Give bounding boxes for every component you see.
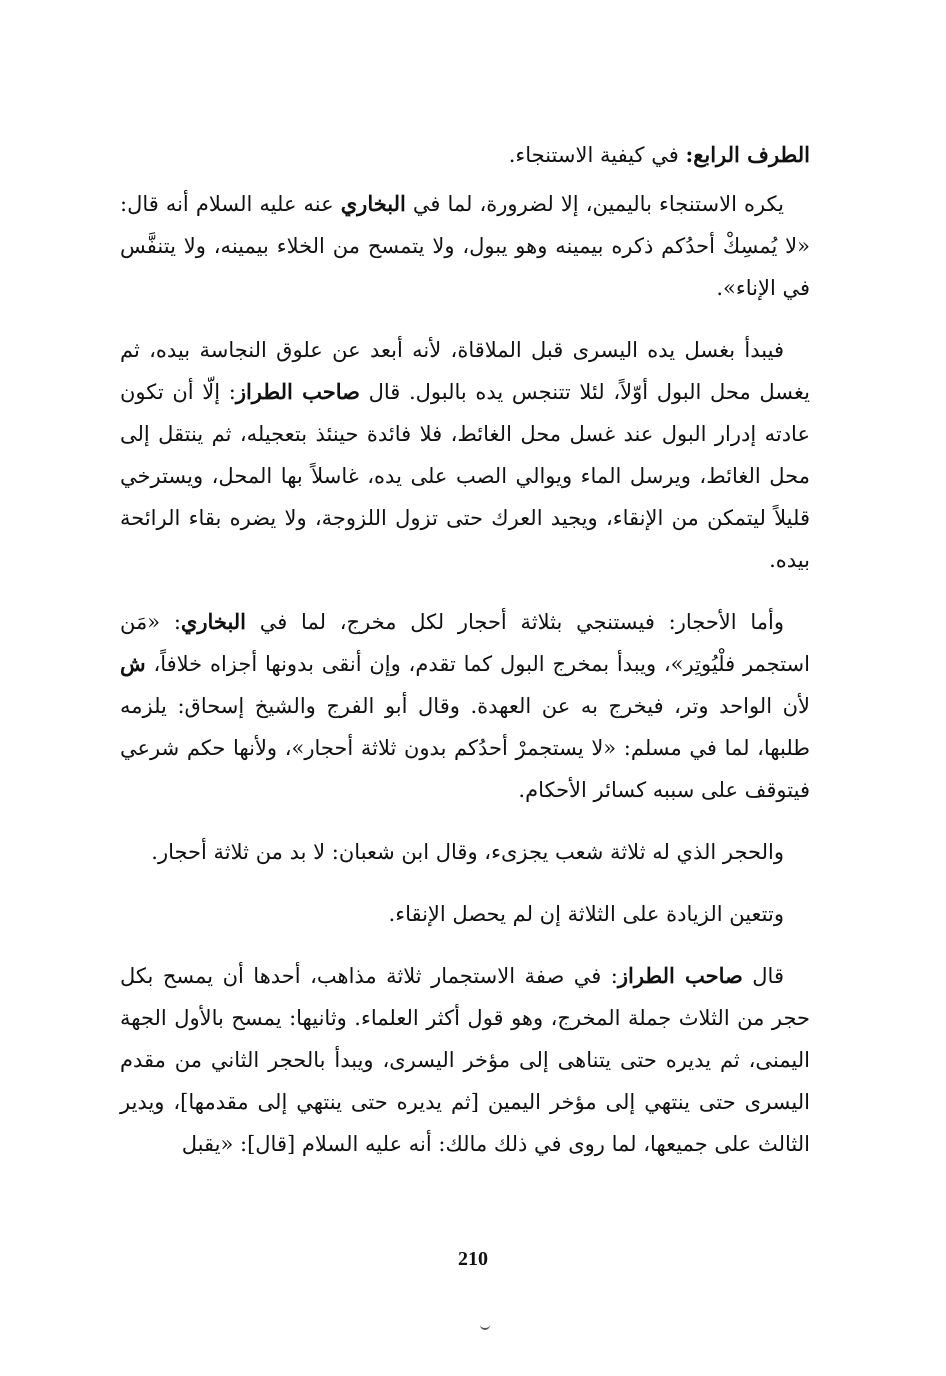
paragraph-text: قال	[742, 964, 784, 988]
bold-term: ش	[120, 651, 146, 676]
heading-subtitle: في كيفية الاستنجاء.	[508, 143, 686, 167]
paragraphs	[120, 183, 810, 1165]
paragraph	[120, 955, 810, 1165]
paragraph-text: وتتعين الزيادة على الثلاثة إن لم يحصل الإنقاء.	[388, 902, 784, 926]
page-number: 210	[458, 1248, 488, 1270]
paragraph	[120, 601, 810, 811]
bold-term: صاحب الطراز	[617, 963, 743, 988]
bold-term: صاحب الطراز	[235, 379, 360, 404]
paragraph-text: وأما الأحجار: فيستنجي بثلاثة أحجار لكل مخرج، لما في	[246, 610, 784, 634]
paragraph-text: : في صفة الاستجمار ثلاثة مذاهب، أحدها أن يمسح بكل حجر من الثلاث جملة المخرج، وهو قول أكثر العلماء. وثانيها: يمسح بالأول الجهة اليمنى، ثم يديره حتى يتناهى إلى مؤخر اليسرى، ويبدأ بالحجر الثاني من مقدم اليسرى حتى ينتهي إلى مؤخر اليمين [ثم يديره حتى ينتهي إلى مقدمها]، ويدير الثالث على جميعها، لما روى في ذلك مالك: أنه عليه السلام [قال]: «يقبل	[120, 964, 810, 1156]
paragraph-text: يكره الاستنجاء باليمين، إلا لضرورة، لما في	[405, 192, 784, 216]
paragraph-text: : إلّا أن تكون عادته إدرار البول عند غسل محل الغائط، فلا فائدة حينئذ بتعجيله، ثم ينتقل إلى محل الغائط، ويرسل الماء ويوالي الصب على يده، غاسلاً بها المحل، ويسترخي قليلاً ليتمكن من الإنقاء، ويجيد العرك حتى تزول اللزوجة، ولا يضره بقاء الرائحة بيده.	[120, 380, 810, 572]
heading-title: الطرف الرابع:	[685, 142, 810, 167]
body-text	[120, 132, 810, 1185]
bold-term: البخاري	[340, 191, 406, 216]
paragraph	[120, 329, 810, 581]
paragraph-text: لأن الواحد وتر، فيخرج به عن العهدة. وقال أبو الفرج والشيخ إسحاق: يلزمه طلبها، لما في مسلم: «لا يستجمرْ أحدُكم بدون ثلاثة أحجار»، ولأنها حكم شرعي فيتوقف على سببه كسائر الأحكام.	[120, 694, 810, 802]
page-mark	[480, 1324, 490, 1330]
paragraph	[120, 831, 810, 873]
paragraph-text: : «مَن استجمر فلْيُوتِر»، ويبدأ بمخرج البول كما تقدم، وإن أنقى بدونها أجزاه خلافاً،	[120, 610, 810, 676]
paragraph	[120, 893, 810, 935]
section-heading	[120, 132, 810, 178]
paragraph	[120, 183, 810, 309]
bold-term: البخاري	[180, 609, 247, 634]
paragraph-text: والحجر الذي له ثلاثة شعب يجزىء، وقال ابن شعبان: لا بد من ثلاثة أحجار.	[151, 840, 784, 864]
paragraph-text: عنه عليه السلام أنه قال: «لا يُمسِكْ أحدُكم ذكره بيمينه وهو يبول، ولا يتمسح من الخلاء بيمينه، ولا يتنفَّس في الإناء».	[120, 192, 810, 300]
paragraph-text: فيبدأ بغسل يده اليسرى قبل الملاقاة، لأنه أبعد عن علوق النجاسة بيده، ثم يغسل محل البول أوّلاً، لئلا تتنجس يده بالبول. قال	[120, 338, 810, 404]
